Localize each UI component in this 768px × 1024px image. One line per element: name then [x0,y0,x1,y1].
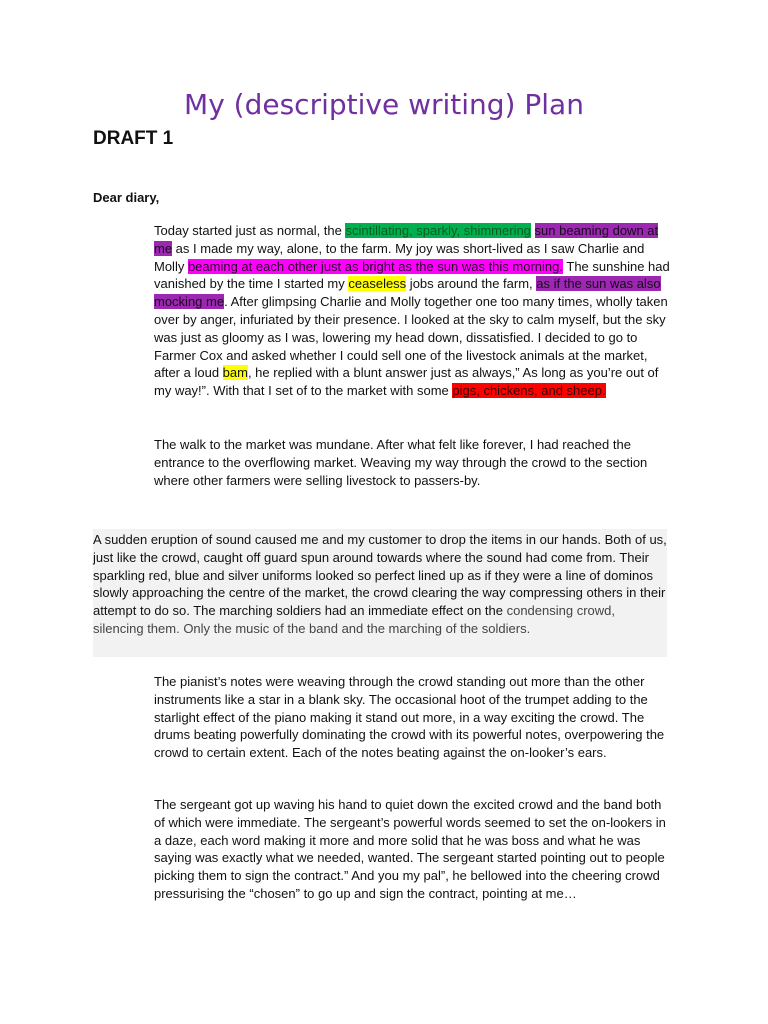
highlight-magenta: beaming at each other just as bright as the sun was this morning. [187,258,563,274]
highlight-red: pigs, chickens, and sheep. [452,383,606,399]
salutation: Dear diary, [93,190,160,205]
highlight-purple: as if the sun was also mocking me [154,276,661,310]
page-title: My (descriptive writing) Plan [184,88,584,121]
text-run: The sunshine had vanished by the time I started my [154,258,670,292]
text-run: . After glimpsing Charlie and Molly together one too many times, wholly taken over by anger, infuriated by their presence. I looked at the sky to calm myself, but the sky was just as gloomy as I was, lowering my head down, dissatisfied. I decided to go to Farmer Cox and asked whether I could sell one of the livestock animals at the market, after a loud [154,294,668,381]
paragraph-3-shaded [93,529,667,657]
highlight-purple: sun beaming down at me [154,223,659,256]
text-run: jobs around the farm, [406,276,537,292]
highlight-yellow: bam [222,365,248,381]
paragraph-2: The walk to the market was mundane. After what felt like forever, I had reached the entrance to the overflowing market. Weaving my way through the crowd to the section where other farmers were selling livestock to passers-by. [154,437,648,488]
text-run [531,223,535,238]
paragraph-1 [154,222,676,400]
text-run: , he replied with a blunt answer just as always,” As long as you’re out of my way!”. With that I set of to the market with some [154,365,659,399]
highlight-green: scintillating, sparkly, shimmering [345,223,531,238]
text-run: A sudden eruption of sound caused me and my customer to drop the items in our hands. Both of us, just like the crowd, caught off guard spun around towards where the sound had come from. Their sparkling red, blue and silver uniforms looked so perfect lined up as if they were a line of dominos slowly approaching the centre of the market, the crowd clearing the way compressing others in their attempt to do so. The marching soldiers had an immediate effect on the [93,532,667,619]
paragraph-5: The sergeant got up waving his hand to quiet down the excited crowd and the band both of which were immediate. The sergeant’s powerful words seemed to set the on-lookers in a daze, each word making it more and more solid that he was boss and what he was saying was exactly what we needed, wanted. The sergeant started pointing out to people picking them to sign the contract.” And you my pal”, he bellowed into the cheering crowd pressurising the “chosen” to go up and sign the contract, pointing at me… [154,797,666,901]
highlight-yellow: ceaseless [348,276,407,292]
paragraph-4: The pianist’s notes were weaving through the crowd standing out more than the other instruments like a star in a blank sky. The occasional hoot of the trumpet adding to the starlight effect of the piano making it stand out more, in a way exciting the crowd. The drums beating powerfully dominating the crowd with its powerful notes, overpowering the crowd to certain extent. Each of the notes beating against the on-looker’s ears. [154,674,665,761]
text-run: as I made my way, alone, to the farm. My joy was short-lived as I saw Charlie and Molly [154,240,645,274]
text-run: Today started just as normal, the [154,223,346,238]
draft-heading: DRAFT 1 [93,128,174,149]
text-run-grey: condensing crowd, silencing them. Only the music of the band and the marching of the soldiers. [93,603,615,636]
